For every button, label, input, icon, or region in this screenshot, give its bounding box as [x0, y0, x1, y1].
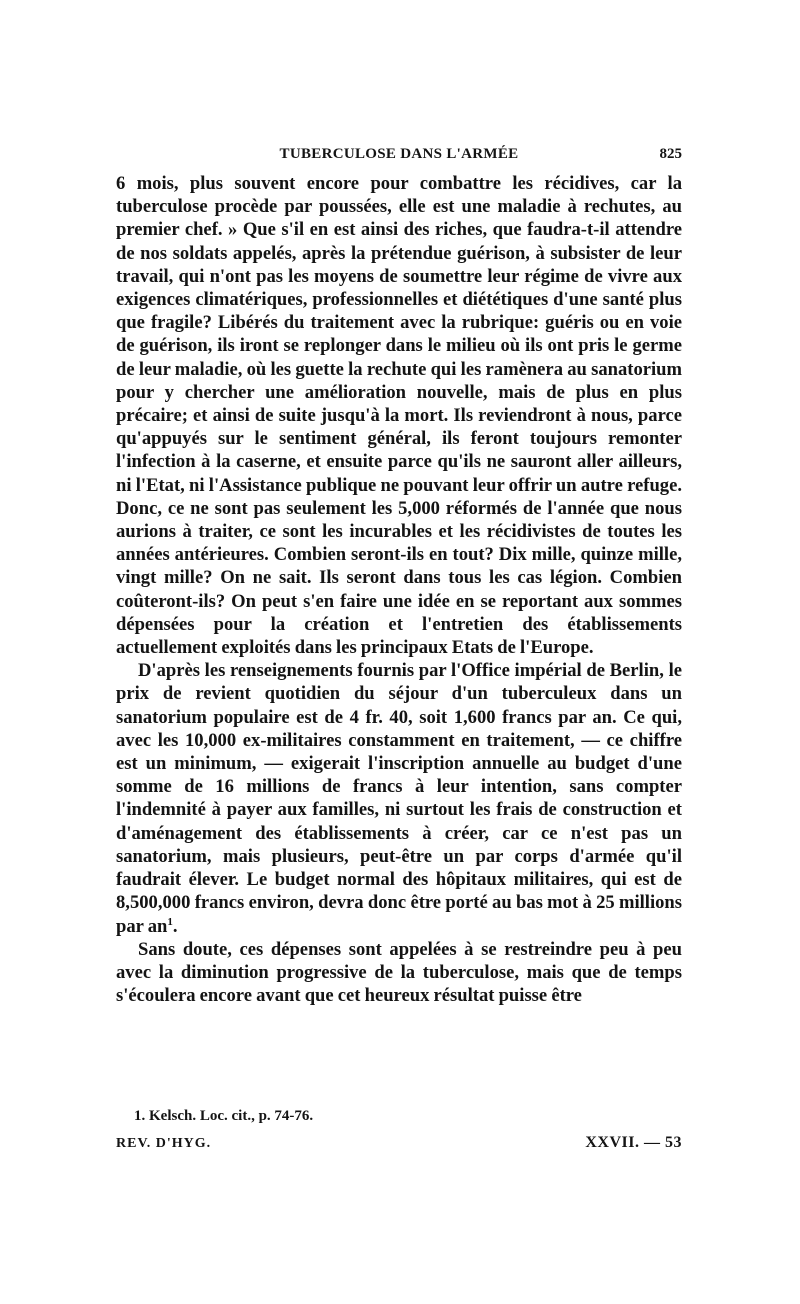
page-footer — [116, 1134, 682, 1158]
paragraph-2 — [116, 659, 682, 937]
journal-abbreviation: REV. D'HYG. — [116, 1136, 212, 1151]
paragraph-1: 6 mois, plus souvent encore pour combattre les récidives, car la tuberculose procède par poussées, elle est une maladie à rechutes, au premier chef. » Que s'il en est ainsi des riches, que faudra-t-il attendre de nos soldats appelés, après la prétendue guérison, à subsister de leur travail, qui n'ont pas les moyens de soumettre leur régime de vivre aux exigences climatériques, professionnelles et diététiques d'une santé plus que fragile? Libérés du traitement avec la rubrique: guéris ou en voie de guérison, ils iront se replonger dans le milieu où ils ont pris le germe de leur maladie, où les guette la rechute qui les ramènera au sanatorium pour y chercher une amélioration nouvelle, mais de plus en plus précaire; et ainsi de suite jusqu'à la mort. Ils reviendront à nous, parce qu'appuyés sur le sentiment général, ils feront toujours remonter l'infection à la caserne, et ensuite parce qu'ils ne sauront aller ailleurs, ni l'Etat, ni l'Assistance publique ne pouvant leur offrir un autre refuge. Donc, ce ne sont pas seulement les 5,000 réformés de l'année que nous aurions à traiter, ce sont les incurables et les récidivistes de toutes les années antérieures. Combien seront-ils en tout? Dix mille, quinze mille, vingt mille? On ne sait. Ils seront dans tous les cas légion. Combien coûteront-ils? On peut s'en faire une idée en se reportant aux sommes dépensées pour la création et l'entretien des établissements actuellement exploités dans les principaux Etats de l'Europe. — [116, 173, 682, 659]
paragraph-2-end: . — [172, 915, 178, 937]
paragraph-2-text: D'après les renseignements fournis par l'Office impérial de Berlin, le prix de revient quotidien du séjour d'un tuberculeux dans un sanatorium populaire est de 4 fr. 40, soit 1,600 francs par an. Ce qui, avec les 10,000 ex-militaires constamment en traitement, — ce chiffre est un minimum, — exigerait l'inscription annuelle au budget d'une somme de 16 millions de francs à leur intention, sans compter l'indemnité à payer aux familles, ni surtout les frais de construction et d'aménagement des établissements à créer, car ce n'est pas un sanatorium, mais plusieurs, peut-être un par corps d'armée qu'il faudrait élever. Le budget normal des hôpitaux militaires, qui est de 8,500,000 francs environ, devra donc être porté au bas mot à 25 millions par an — [116, 660, 682, 937]
footnote-marker: 1 — [167, 915, 173, 928]
running-title: TUBERCULOSE DANS L'ARMÉE — [279, 146, 519, 162]
page-header — [116, 146, 682, 168]
footnote: 1. Kelsch. Loc. cit., p. 74-76. — [134, 1108, 314, 1124]
body-text — [116, 172, 682, 1007]
page-number: 825 — [659, 146, 682, 162]
paragraph-3: Sans doute, ces dépenses sont appelées à se restreindre peu à peu avec la diminution progressive de la tuberculose, mais que de temps s'écoulera encore avant que cet heureux résultat puisse être — [116, 938, 682, 1007]
volume-sheet-number: XXVII. — 53 — [585, 1134, 682, 1151]
